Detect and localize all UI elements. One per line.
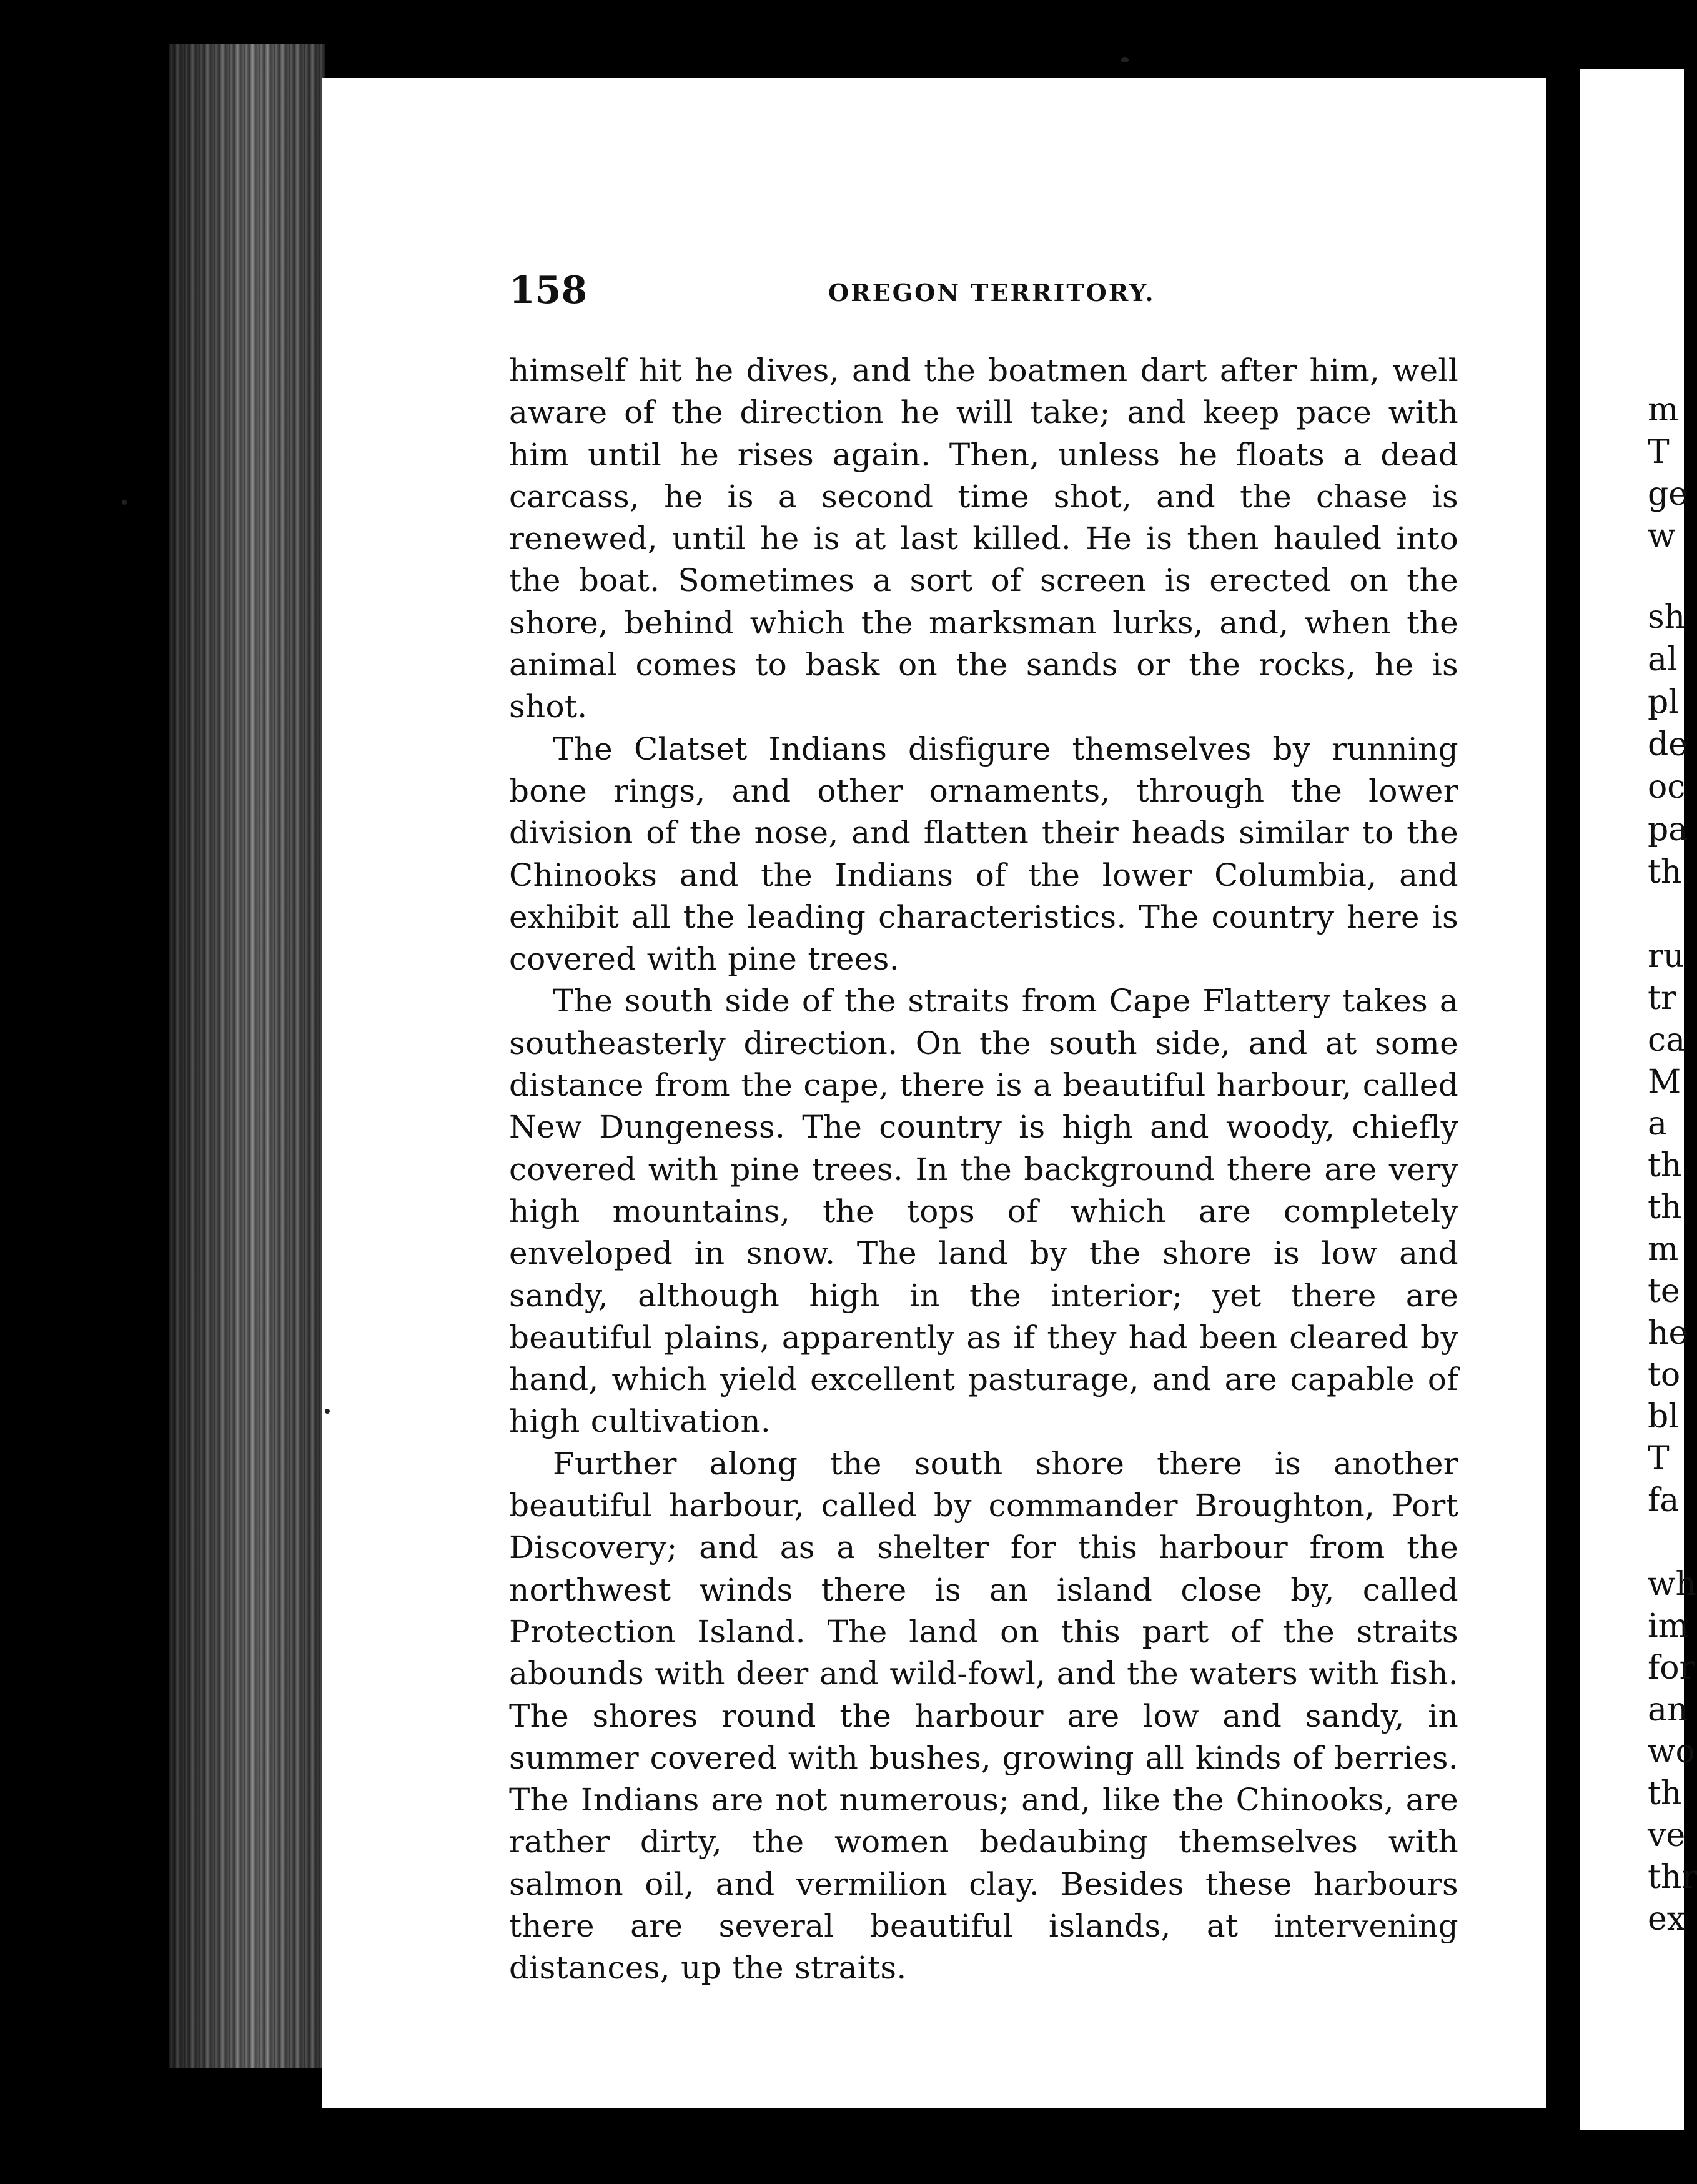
opposite-page-fragment: im (1648, 1607, 1689, 1645)
opposite-page-fragment: an (1648, 1691, 1688, 1729)
opposite-page-fragment: fa (1648, 1482, 1680, 1519)
opposite-page-fragment: he (1648, 1314, 1688, 1352)
opposite-page (1580, 69, 1697, 2130)
opposite-page-fragment: T (1648, 1440, 1670, 1477)
opposite-page-fragment: oc (1648, 768, 1686, 806)
opposite-page-fragment: ru (1648, 938, 1685, 975)
opposite-page-fragment: th (1648, 1147, 1682, 1184)
opposite-page-fragment: pa (1648, 811, 1688, 848)
opposite-page-fragment: for (1648, 1649, 1695, 1687)
scan-speck (325, 1409, 330, 1414)
opposite-page-fragment: ca (1648, 1021, 1686, 1059)
opposite-page-fragment: to (1648, 1356, 1681, 1394)
opposite-page-fragment: sh (1648, 598, 1686, 636)
opposite-page-fragment: M (1648, 1063, 1681, 1101)
running-head: OREGON TERRITORY. (828, 279, 1155, 307)
opposite-page-fragment: w (1648, 517, 1676, 555)
opposite-page-fragment: wh (1648, 1566, 1696, 1603)
paragraph: The south side of the straits from Cape Flattery takes a southeasterly direction. On the south side, and at some distance from the cape, there is a beautiful harbour, called New Dungeness. The country is high and woody, chiefly covered with pine trees. In the background there are very high mountains, the tops of which are completely enveloped in snow. The land by the shore is low and sandy, although high in the interior; yet there are beautiful plains, apparently as if they had been cleared by hand, which yield excellent pasturage, and are capable of high cultivation. (509, 983, 1458, 1440)
opposite-page-fragment: pl (1648, 683, 1679, 721)
opposite-page-fragment: ve (1648, 1817, 1686, 1854)
page-number: 158 (509, 269, 588, 312)
opposite-page-fragment: ex (1648, 1900, 1686, 1938)
opposite-page-fragment: th (1648, 1189, 1682, 1226)
page-edge-stack (169, 44, 325, 2068)
opposite-page-fragment: a (1648, 1105, 1668, 1143)
opposite-page-fragment: tr (1648, 980, 1676, 1017)
opposite-page-fragment: th (1648, 1775, 1682, 1812)
scan-speck (1121, 57, 1129, 62)
opposite-page-fragment: ge (1648, 475, 1688, 513)
paragraph: The Clatset Indians disfigure themselves by running bone rings, and other ornaments, through the lower division of the nose, and flatten their heads similar to the Chinooks and the Indians of the lower Columbia, and exhibit all the leading characteristics. The country here is covered with pine trees. (509, 730, 1458, 978)
opposite-page-fragment: te (1648, 1273, 1680, 1310)
scan-speck (122, 500, 127, 505)
opposite-page-fragment: m (1648, 391, 1679, 429)
paragraph: Further along the south shore there is another beautiful harbour, called by commander Broughton, Port Discovery; and as a shelter for this harbour from the northwest winds there is an island close by, called Protection Island. The land on this part of the straits abounds with deer and wild-fowl, and the waters with fish. The shores round the harbour are low and sandy, in summer covered with bushes, growing all kinds of berries. The Indians are not numerous; and, like the Chinooks, are rather dirty, the women bedaubing themselves with salmon oil, and vermilion clay. Besides these harbours there are several beautiful islands, at intervening distances, up the straits. (509, 1445, 1458, 1987)
opposite-page-fragment: m (1648, 1231, 1679, 1268)
opposite-page-fragment: th (1648, 853, 1682, 891)
opposite-page-fragment: thr (1648, 1859, 1697, 1896)
opposite-page-fragment: al (1648, 641, 1678, 678)
paragraph: himself hit he dives, and the boatmen dart after him, well aware of the direction he will take; and keep pace with him until he rises again. Then, unless he floats a dead carcass, he is a second time shot, and the chase is renewed, until he is at last killed. He is then hauled into the boat. Sometimes a sort of screen is erected on the shore, behind which the marksman lurks, and, when the animal comes to bask on the sands or the rocks, he is shot. (509, 352, 1458, 725)
page-header (509, 269, 1458, 312)
body-text (509, 350, 1458, 1990)
opposite-page-fragment: de (1648, 726, 1688, 763)
opposite-page-fragment: bl (1648, 1398, 1679, 1436)
opposite-page-fragment: wo (1648, 1733, 1695, 1770)
opposite-page-fragment: T (1648, 434, 1670, 471)
